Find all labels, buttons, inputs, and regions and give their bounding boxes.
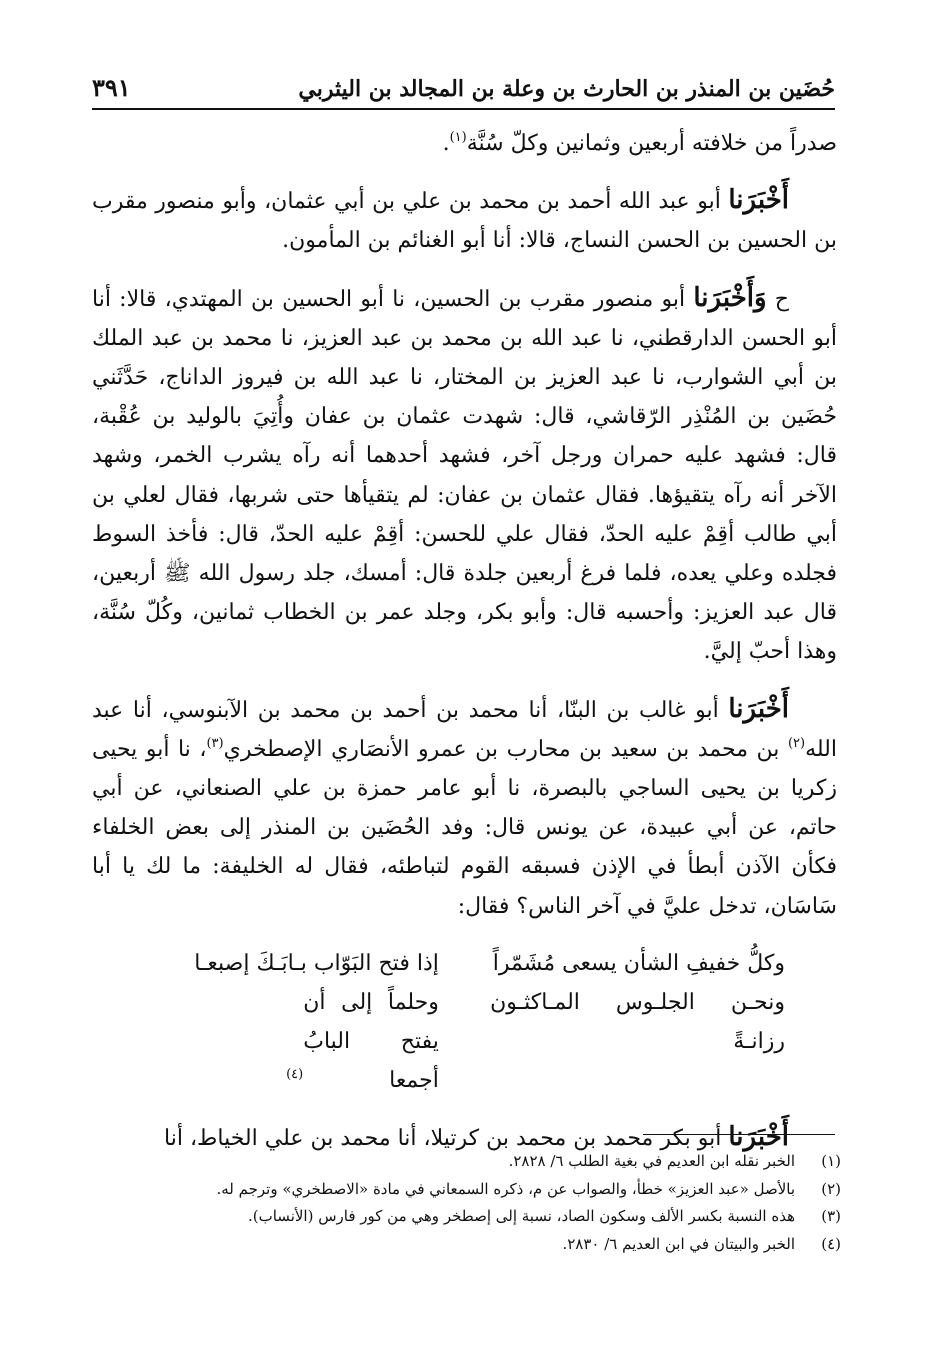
akhbarana-keyword: أَخْبَرَنا <box>728 185 789 216</box>
isnad-paragraph-2 <box>92 279 837 672</box>
isnad-paragraph-3 <box>92 690 837 926</box>
akhbarana-keyword: وَأَخْبَرَنا <box>693 282 767 313</box>
footnote-number: (١) <box>821 1152 841 1170</box>
footnote-text: بالأصل «عبد العزيز» خطأ، والصواب عن م، ذكره السمعاني في مادة «الاصطخري» وترجم له. <box>216 1179 795 1198</box>
isnad-paragraph-1 <box>92 181 837 260</box>
footnote-number: (٤) <box>821 1234 841 1253</box>
paragraph-text: . <box>442 131 450 156</box>
running-header <box>92 62 835 102</box>
footnote-ref: (١) <box>449 130 467 145</box>
footnote-ref: (٣) <box>206 735 224 751</box>
paragraph-continuation <box>92 124 837 163</box>
footnote-ref: (٤) <box>286 1066 304 1082</box>
footnote-rule <box>643 1134 835 1135</box>
footnote-ref: (٢) <box>787 735 806 751</box>
page-number: ٣٩١ <box>92 73 131 102</box>
footnote <box>92 1231 841 1259</box>
footnote-text: الخبر نقله ابن العديم في بغية الطلب ٦/ ٢٨٢٨. <box>508 1152 795 1170</box>
footnotes <box>92 1148 841 1258</box>
poem-verse <box>144 983 785 1100</box>
footnote <box>92 1203 841 1231</box>
verse-second-hemistich: إذا فتح البَوّاب بـابَـكَ إصبعـا <box>194 950 439 976</box>
paragraph-text: أبو منصور مقرب بن الحسين، نا أبو الحسين بن المهتدي، قالا: أنا أبو الحسن الدارقطني، نا عبد الله بن محمد بن عبد العزيز، نا محمد بن عبد الملك بن أبي الشوارب، نا عبد العزيز بن المختار، نا عبد الله بن فيروز الداناج، حَدَّثَني حُضَين بن المُنْذِر الرّقاشي، قال: شهدت عثمان بن عفان وأُتِيَ بالوليد بن عُقْبة، قال: فشهد عليه حمران ورجل آخر، فشهد أحدهما أنه رآه يشرب الخمر، وشهد الآخر أنه رآه يتقيؤها. فقال عثمان بن عفان: لم يتقيأها حتى شربها، فقال لعلي بن أبي طالب أقِمْ عليه الحدّ، فقال علي للحسن: أقِمْ عليه الحدّ، قال: فأخذ السوط فجلده وعلي يعده، فلما فرغ أربعين جلدة قال: أمسك، جلد رسول الله ﷺ أربعين، قال عبد العزيز: وأحسبه قال: وأبو بكر، وجلد عمر بن الخطاب ثمانين، وكُلّ سُنَّة، وهذا أحبّ إليَّ. <box>92 286 838 665</box>
akhbarana-keyword: أَخْبَرَنا <box>728 693 789 724</box>
paragraph-text: أبو عبد الله أحمد بن محمد بن علي بن أبي عثمان، وأبو منصور مقرب بن الحسين بن الحسن النساج، قالا: أنا أبو الغنائم بن المأمون. <box>92 189 837 254</box>
akhbarana-keyword: أَخْبَرَنا <box>728 1121 789 1152</box>
hemistich-text: وحلماً إلى أن يفتح البابُ أجمعا <box>303 989 439 1093</box>
poem-verse <box>144 944 785 983</box>
paragraph-text: صدراً من خلافته أربعين وثمانين وكلّ سُنَّة <box>466 131 837 156</box>
header-title: حُضَين بن المنذر بن الحارث بن وعلة بن المجالد بن اليثربي <box>298 76 835 102</box>
verse-first-hemistich: وكلُّ خفيفِ الشأن يسعى مُشَمّراً <box>492 950 785 976</box>
footnote-text: هذه النسبة بكسر الألف وسكون الصاد، نسبة إلى إصطخر وهي من كور فارس (الأنساب). <box>248 1207 795 1225</box>
header-rule <box>92 108 835 110</box>
ha-marker: ح <box>766 286 789 312</box>
footnote-number: (٢) <box>821 1179 841 1198</box>
footnote-number: (٣) <box>821 1207 841 1225</box>
paragraph-text: أبو غالب بن البنّا، أنا محمد بن أحمد بن محمد بن الآبنوسي، أنا عبد الله <box>92 697 837 762</box>
paragraph-text: بن محمد بن سعيد بن محارب بن عمرو الأنصَاري الإصطخري <box>223 736 788 762</box>
verse-first-hemistich: ونحـن الجلـوس المـاكثـون رزانـةً <box>490 989 785 1054</box>
paragraph-text: أبو بكر محمد بن محمد بن كرتيلا، أنا محمد بن علي الخياط، أنا <box>164 1125 729 1151</box>
footnote <box>92 1176 841 1204</box>
footnote-text: الخبر والبيتان في ابن العديم ٦/ ٢٨٣٠. <box>562 1234 795 1253</box>
verse-second-hemistich <box>144 983 439 1100</box>
poem <box>144 944 785 1100</box>
footnote <box>92 1148 841 1176</box>
paragraph-text: ، نا أبو يحيى زكريا بن يحيى الساجي بالبصرة، نا أبو عامر حمزة بن علي الصنعاني، عن أبي حاتم، عن أبي عبيدة، عن يونس قال: وفد الحُضَين بن المنذر إلى بعض الخلفاء فكأن الآذن أبطأ في الإذن فسبقه القوم لتباطئه، فقال له الخليفة: ما لك يا أبا سَاسَان، تدخل عليَّ في آخر الناس؟ فقال: <box>92 736 837 919</box>
main-text <box>92 124 837 1158</box>
